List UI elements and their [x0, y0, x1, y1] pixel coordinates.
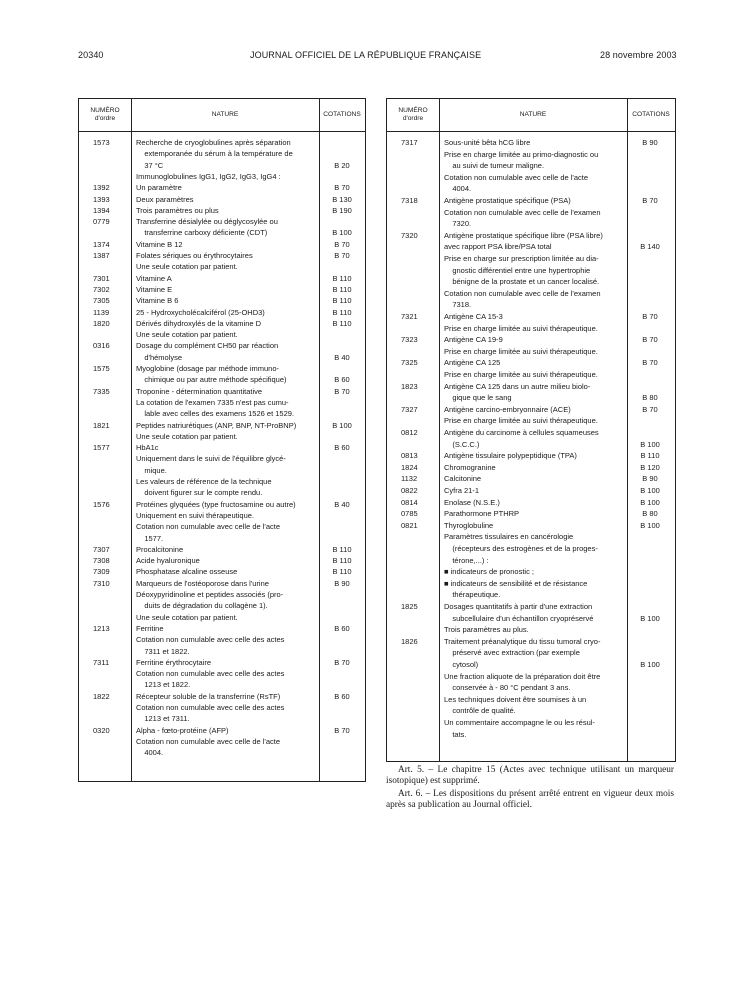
row-number: 1573 — [93, 138, 110, 147]
row-nature: Prise en charge limitée au suivi thérapeutique. — [444, 323, 598, 333]
row-nature: Uniquement dans le suivi de l'équilibre glycé- — [136, 454, 286, 464]
row-cotation: B 100 — [332, 228, 352, 238]
row-number: 1393 — [93, 194, 110, 204]
row-nature: Traitement préanalytique du tissu tumoral cryo- — [444, 636, 601, 646]
row-nature: Sous-unité bêta hCG libre — [444, 138, 531, 147]
row-cotation: B 90 — [334, 578, 350, 588]
row-nature: Deux paramètres — [136, 194, 194, 204]
row-nature: (S.C.C.) — [444, 439, 480, 449]
row-number: 0813 — [401, 451, 418, 461]
row-nature: Dosage du complément CH50 par réaction — [136, 341, 279, 351]
row-nature: gique que le sang — [444, 393, 512, 403]
row-nature: Transferrine désialylée ou déglycosylée ou — [136, 217, 278, 227]
row-cotation: B 70 — [334, 251, 350, 260]
row-nature: Antigène CA 125 dans un autre milieu biolo- — [444, 381, 591, 391]
row-nature: Myoglobine (dosage par méthode immuno- — [136, 364, 279, 373]
row-nature: Une seule cotation par patient. — [136, 612, 238, 622]
row-nature: Antigène prostatique spécifique (PSA) — [444, 196, 571, 205]
row-cotation: B 110 — [332, 284, 352, 294]
row-cotation: B 70 — [334, 657, 350, 667]
row-nature: transferrine carboxy déficiente (CDT) — [136, 228, 268, 238]
row-nature: Prise en charge limitée au suivi thérapeutique. — [444, 346, 598, 356]
row-cotation: B 70 — [642, 358, 658, 368]
row-nature: extemporanée du sérum à la température de — [136, 149, 293, 159]
row-cotation: B 100 — [332, 420, 352, 430]
row-number: 1821 — [93, 420, 110, 430]
row-nature: Une fraction aliquote de la préparation doit être — [444, 671, 601, 681]
row-number: 0822 — [401, 486, 418, 495]
row-nature: Thyroglobuline — [444, 520, 494, 530]
row-nature: Une seule cotation par patient. — [136, 431, 238, 441]
row-nature: Peptides natriurétiques (ANP, BNP, NT-ProBNP) — [136, 420, 297, 430]
row-nature: Acide hyaluronique — [136, 556, 200, 566]
row-nature: Cotation non cumulable avec celle de l'acte — [136, 522, 281, 532]
row-cotation: B 110 — [332, 544, 352, 554]
header-nature: NATURE — [211, 111, 239, 118]
row-nature: Alpha - fœto-protéine (AFP) — [136, 725, 229, 735]
article-6: Art. 6. – Les dispositions du présent arrêté entrent en vigueur deux mois après sa publication au Journal officiel. — [386, 789, 674, 810]
publication-date: 28 novembre 2003 — [600, 50, 677, 60]
row-nature: 4004. — [136, 748, 164, 758]
row-nature: Une seule cotation par patient. — [136, 262, 238, 272]
header-ordre: NUMÉRO d'ordre — [90, 107, 120, 122]
row-cotation: B 110 — [332, 318, 352, 328]
row-cotation: B 20 — [334, 160, 350, 170]
row-nature: Prise en charge limitée au primo-diagnostic ou — [444, 149, 599, 159]
row-cotation: B 70 — [642, 312, 658, 321]
row-nature: 7318. — [444, 300, 472, 310]
row-nature: ■ indicateurs de pronostic ; — [444, 567, 534, 577]
row-cotation: B 80 — [642, 509, 658, 519]
row-number: 7317 — [401, 138, 418, 147]
row-cotation: B 70 — [642, 404, 658, 414]
row-nature: duits de dégradation du collagène 1). — [136, 601, 268, 611]
row-number: 7305 — [93, 296, 110, 306]
table-header-row — [387, 99, 675, 132]
row-nature: 4004. — [444, 184, 472, 194]
header-cotations: COTATIONS — [323, 111, 361, 118]
row-nature: Folates sériques ou érythrocytaires — [136, 251, 253, 260]
row-number: 7325 — [401, 358, 418, 368]
row-nature: subcellulaire d'un échantillon cryopréservé — [444, 613, 594, 623]
row-nature: Dosages quantitatifs à partir d'une extraction — [444, 602, 593, 611]
row-nature: bénigne de la prostate et un cancer localisé. — [444, 277, 600, 287]
row-number: 1132 — [401, 474, 418, 484]
journal-title: JOURNAL OFFICIEL DE LA RÉPUBLIQUE FRANÇAISE — [250, 50, 482, 60]
row-cotation: B 190 — [332, 205, 352, 215]
row-number: 7320 — [401, 230, 418, 240]
row-cotation: B 130 — [332, 194, 352, 204]
row-cotation: B 60 — [334, 691, 350, 701]
row-cotation: B 120 — [640, 462, 660, 472]
row-nature: Chromogranine — [444, 462, 496, 472]
row-cotation: B 70 — [642, 196, 658, 205]
page-number: 20340 — [78, 50, 104, 60]
row-number: 1820 — [93, 318, 110, 328]
row-nature: Paramètres tissulaires en cancérologie — [444, 532, 574, 542]
row-nature: Prise en charge sur prescription limitée au dia- — [444, 254, 599, 263]
row-number: 1823 — [401, 381, 418, 391]
row-nature: avec rapport PSA libre/PSA total — [444, 242, 552, 252]
row-nature: Parathormone PTHRP — [444, 509, 520, 519]
row-nature: gnostic différentiel entre une hypertrophie — [444, 265, 591, 275]
row-cotation: B 100 — [640, 497, 660, 507]
row-cotation: B 70 — [334, 239, 350, 249]
row-nature: lable avec celles des examens 1526 et 1529. — [136, 409, 295, 419]
row-nature: Cotation non cumulable avec celle des actes — [136, 669, 285, 679]
row-number: 7318 — [401, 196, 418, 205]
row-nature: Marqueurs de l'ostéoporose dans l'urine — [136, 578, 269, 588]
row-nature: Cotation non cumulable avec celle des actes — [136, 635, 285, 645]
row-number: 7302 — [93, 284, 110, 294]
row-nature: Déoxypyridinoline et peptides associés (pro- — [136, 590, 284, 599]
header-nature: NATURE — [519, 111, 547, 118]
row-nature: Récepteur soluble de la transferrine (RsTF) — [136, 691, 281, 701]
row-cotation: B 110 — [640, 451, 660, 461]
row-number: 7308 — [93, 556, 110, 566]
row-number: 1387 — [93, 251, 110, 260]
row-nature: Recherche de cryoglobulines après séparation — [136, 138, 291, 147]
header-ordre: NUMÉRO d'ordre — [398, 107, 428, 122]
row-number: 7321 — [401, 312, 418, 321]
row-number: 0779 — [93, 217, 110, 227]
row-nature: Antigène CA 125 — [444, 358, 501, 368]
row-number: 7309 — [93, 567, 110, 577]
row-cotation: B 110 — [332, 556, 352, 566]
row-nature: 25 - Hydroxycholécalciférol (25-OHD3) — [136, 307, 265, 317]
row-number: 7310 — [93, 578, 110, 588]
row-nature: HbA1c — [136, 443, 159, 453]
row-number: 7301 — [93, 273, 110, 283]
row-nature: 37 °C — [136, 160, 164, 170]
row-nature: Antigène prostatique spécifique libre (PSA libre) — [444, 230, 603, 240]
left-tariff-table — [78, 98, 366, 782]
row-nature: Immunoglobulines IgG1, IgG2, IgG3, IgG4 : — [136, 171, 281, 181]
row-nature: Antigène CA 15-3 — [444, 312, 503, 321]
row-nature: Uniquement en suivi thérapeutique. — [136, 510, 254, 520]
row-nature: Vitamine E — [136, 284, 173, 294]
row-number: 1826 — [401, 636, 418, 646]
row-nature: Dérivés dihydroxylés de la vitamine D — [136, 318, 262, 328]
row-nature: tats. — [444, 729, 467, 739]
row-nature: Prise en charge limitée au suivi thérapeutique. — [444, 370, 598, 379]
row-cotation: B 70 — [642, 335, 658, 345]
row-cotation: B 40 — [334, 499, 350, 509]
row-cotation: B 100 — [640, 660, 660, 669]
row-nature: Cotation non cumulable avec celle de l'examen — [444, 288, 601, 298]
row-number: 1374 — [93, 239, 110, 249]
row-number: 1824 — [401, 462, 418, 472]
row-nature: cytosol) — [444, 660, 479, 669]
row-nature: La cotation de l'examen 7335 n'est pas cumu- — [136, 397, 289, 407]
row-nature: Un paramètre — [136, 183, 182, 193]
row-cotation: B 110 — [332, 273, 352, 283]
right-tariff-table — [386, 98, 676, 762]
row-nature: ■ indicateurs de sensibilité et de résistance — [444, 578, 588, 588]
row-nature: Antigène carcino-embryonnaire (ACE) — [444, 404, 571, 414]
article-5: Art. 5. – Le chapitre 15 (Actes avec technique utilisant un marqueur isotopique) est supprimé. — [386, 765, 674, 786]
row-nature: térone,...) : — [444, 555, 489, 565]
row-nature: Calcitonine — [444, 474, 482, 484]
row-number: 0812 — [401, 428, 418, 437]
row-number: 7311 — [93, 657, 110, 667]
row-nature: Cotation non cumulable avec celle des actes — [136, 703, 285, 712]
row-cotation: B 100 — [640, 486, 660, 495]
row-cotation: B 40 — [334, 352, 350, 362]
row-nature: 7311 et 1822. — [136, 646, 190, 656]
row-cotation: B 70 — [334, 386, 350, 396]
row-nature: 1213 et 1822. — [136, 680, 191, 690]
row-cotation: B 110 — [332, 567, 352, 577]
row-cotation: B 100 — [640, 520, 660, 530]
row-number: 7307 — [93, 544, 110, 554]
row-number: 1822 — [93, 691, 110, 701]
row-nature: conservée à - 80 °C pendant 3 ans. — [444, 683, 571, 693]
row-nature: 1213 et 7311. — [136, 714, 190, 724]
row-nature: Cotation non cumulable avec celle de l'acte — [444, 172, 589, 182]
row-nature: Antigène tissulaire polypeptidique (TPA) — [444, 451, 577, 461]
row-nature: thérapeutique. — [444, 590, 501, 600]
row-cotation: B 70 — [334, 725, 350, 735]
row-number: 1577 — [93, 443, 110, 453]
row-nature: Cotation non cumulable avec celle de l'examen — [444, 207, 601, 217]
row-number: 7323 — [401, 335, 418, 345]
row-nature: mique. — [136, 465, 167, 475]
row-nature: Ferritine érythrocytaire — [136, 657, 212, 667]
row-nature: Troponine - détermination quantitative — [136, 386, 263, 396]
row-nature: Vitamine B 12 — [136, 239, 183, 249]
row-number: 1392 — [93, 183, 110, 193]
row-cotation: B 100 — [640, 439, 660, 449]
table-header-row — [79, 99, 365, 132]
row-nature: contrôle de qualité. — [444, 706, 516, 716]
row-nature: Les valeurs de référence de la technique — [136, 477, 272, 486]
row-number: 1394 — [93, 205, 110, 215]
row-number: 7335 — [93, 386, 110, 396]
row-nature: Un commentaire accompagne le ou les résul- — [444, 718, 595, 727]
row-number: 0821 — [401, 520, 418, 530]
row-nature: Vitamine B 6 — [136, 296, 179, 306]
header-cotations: COTATIONS — [632, 111, 670, 118]
row-nature: 1577. — [136, 533, 164, 543]
row-cotation: B 60 — [334, 443, 350, 453]
row-cotation: B 110 — [332, 296, 352, 306]
row-nature: Antigène du carcinome à cellules squameuses — [444, 428, 599, 437]
row-number: 0785 — [401, 509, 418, 519]
row-number: 1576 — [93, 499, 110, 509]
row-nature: Cyfra 21-1 — [444, 486, 480, 495]
row-nature: Ferritine — [136, 623, 164, 633]
row-cotation: B 140 — [640, 242, 660, 252]
row-number: 0316 — [93, 341, 110, 351]
row-number: 1825 — [401, 602, 418, 611]
row-cotation: B 90 — [642, 474, 658, 484]
row-number: 1139 — [93, 307, 110, 317]
row-nature: Enolase (N.S.E.) — [444, 497, 500, 507]
row-nature: 7320. — [444, 219, 472, 229]
row-cotation: B 70 — [334, 183, 350, 193]
row-cotation: B 60 — [334, 623, 350, 633]
row-cotation: B 80 — [642, 393, 658, 403]
row-nature: au suivi de tumeur maligne. — [444, 161, 545, 171]
row-nature: Une seule cotation par patient. — [136, 330, 238, 340]
row-nature: préservé avec extraction (par exemple — [444, 648, 580, 658]
row-nature: chimique ou par autre méthode spécifique) — [136, 375, 287, 385]
row-nature: Antigène CA 19-9 — [444, 335, 503, 345]
row-nature: Trois paramètres ou plus — [136, 205, 219, 215]
row-cotation: B 110 — [332, 307, 352, 317]
row-number: 1213 — [93, 623, 110, 633]
row-nature: Phosphatase alcaline osseuse — [136, 567, 238, 577]
row-nature: Cotation non cumulable avec celle de l'acte — [136, 736, 281, 746]
row-nature: d'hémolyse — [136, 352, 183, 362]
row-number: 0814 — [401, 497, 418, 507]
row-nature: Procalcitonine — [136, 544, 184, 554]
row-cotation: B 60 — [334, 375, 350, 385]
row-number: 1575 — [93, 364, 110, 373]
row-nature: (récepteurs des estrogènes et de la proges- — [444, 544, 598, 553]
row-nature: Protéines glyquées (type fructosamine ou autre) — [136, 499, 296, 509]
row-cotation: B 90 — [642, 138, 658, 147]
row-number: 0320 — [93, 725, 110, 735]
row-nature: Les techniques doivent être soumises à un — [444, 694, 587, 704]
row-nature: Vitamine A — [136, 273, 172, 283]
row-number: 7327 — [401, 404, 418, 414]
row-nature: doivent figurer sur le compte rendu. — [136, 488, 263, 498]
row-nature: Trois paramètres au plus. — [444, 625, 529, 635]
row-cotation: B 100 — [640, 613, 660, 623]
row-nature: Prise en charge limitée au suivi thérapeutique. — [444, 416, 598, 426]
